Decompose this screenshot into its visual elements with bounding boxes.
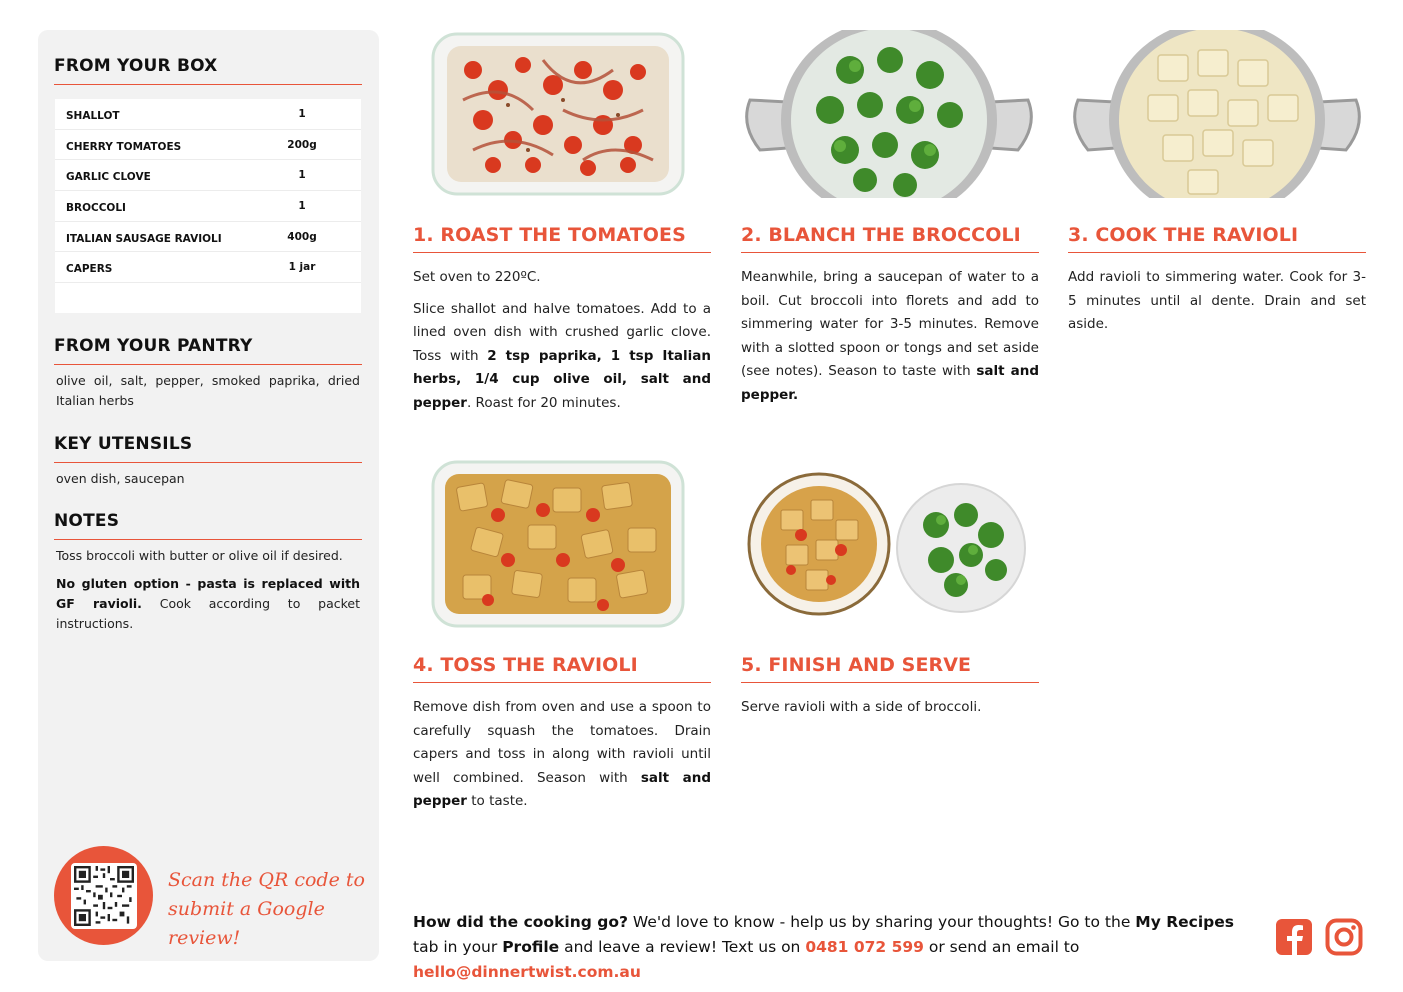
from-your-box-heading: FROM YOUR BOX [54,56,362,85]
step-2-text: Meanwhile, bring a saucepan of water to a boil. Cut broccoli into florets and add to simmering water for 3-5 minutes. Remove with a slotted spoon or tongs and set aside (see notes). Season to taste with [741,269,1039,379]
notes-line: Toss broccoli with butter or olive oil if desired. [56,548,343,563]
step-3-body [1068,266,1366,345]
ingredient-name: BROCCOLI [66,201,126,214]
ingredient-qty: 1 [298,199,306,212]
table-row [55,130,361,161]
facebook-icon[interactable] [1275,918,1313,956]
table-row [55,191,361,222]
toss-ravioli-photo [413,460,711,628]
table-row [55,160,361,191]
utensils-text: oven dish, saucepan [56,471,185,486]
table-row [55,222,361,253]
ingredient-name: SHALLOT [66,109,120,122]
notes-rest: Cook according to packet instructions. [56,596,361,631]
feedback-text: and leave a review! Text us on [559,938,806,956]
ingredient-name: GARLIC CLOVE [66,171,151,184]
step-1-text: Slice shallot and halve tomatoes. Add to a lined oven dish with crushed garlic clove. Toss with [413,300,711,364]
step-2-body [741,266,1039,415]
qr-caption-line2: submit a Google review! [168,898,325,949]
key-utensils-heading: KEY UTENSILS [54,434,362,463]
feedback-text: or send an email to [923,938,1080,956]
instagram-icon[interactable] [1325,918,1363,956]
notes-bold: No gluten option - pasta is replaced with GF ravioli. [56,576,360,611]
feedback-message [413,910,1263,985]
step-1-body [413,266,711,423]
table-row [55,99,361,130]
profile-label: Profile [502,938,560,956]
step-1-bold: 2 tsp paprika, 1 tsp Italian herbs, 1/4 cup olive oil, salt and pepper [413,347,711,411]
step-1-instructions [413,298,711,416]
ingredients-table [55,99,361,313]
finish-serve-photo [741,460,1039,628]
notes-heading: NOTES [54,511,362,540]
my-recipes-label: My Recipes [1135,913,1234,931]
step-1-text-end: . Roast for 20 minutes. [466,394,621,411]
ingredient-qty: 1 [298,107,306,120]
ingredient-qty: 1 jar [288,261,316,274]
email-link[interactable]: hello@dinnertwist.com.au [413,963,641,981]
step-5-instructions: Serve ravioli with a side of broccoli. [741,699,982,715]
step-4-text-end: to taste. [466,793,528,809]
ingredient-qty: 1 [298,169,306,182]
step-1-title: 1. ROAST THE TOMATOES [413,224,711,253]
step-2-title: 2. BLANCH THE BROCCOLI [741,224,1039,253]
step-3-instructions: Add ravioli to simmering water. Cook for 3-5 minutes until al dente. Drain and set aside. [1068,269,1366,332]
step-2-bold: salt and pepper. [741,363,1039,403]
step-4-title: 4. TOSS THE RAVIOLI [413,654,711,683]
step-3-title: 3. COOK THE RAVIOLI [1068,224,1366,253]
step-5-title: 5. FINISH AND SERVE [741,654,1039,683]
ingredient-name: CAPERS [66,263,113,276]
qr-caption [168,866,368,953]
step-1-line: Set oven to 220ºC. [413,269,541,285]
blanch-broccoli-photo [740,30,1038,198]
cook-ravioli-photo [1068,30,1366,198]
phone-link[interactable]: 0481 072 599 [805,938,924,956]
feedback-question: How did the cooking go? [413,913,628,931]
step-4-bold: salt and pepper [413,769,712,809]
ingredient-name: CHERRY TOMATOES [66,140,182,153]
ingredient-name: ITALIAN SAUSAGE RAVIOLI [66,232,222,245]
notes-gluten [56,574,360,634]
roast-tomatoes-photo [413,30,711,198]
ingredient-qty: 400g [287,230,317,243]
qr-badge [54,846,153,945]
pantry-text: olive oil, salt, pepper, smoked paprika, dried Italian herbs [56,373,360,408]
step-2-instructions [741,266,1039,407]
table-row [55,252,361,283]
step-4-body [413,696,711,822]
feedback-text: tab in your [413,938,503,956]
step-4-text: Remove dish from oven and use a spoon to carefully squash the tomatoes. Drain capers and toss in along with ravioli until well combined. Season with [413,699,711,786]
feedback-text: We'd love to know - help us by sharing your thoughts! Go to the [627,913,1136,931]
from-your-pantry-heading: FROM YOUR PANTRY [54,336,362,365]
qr-code-icon[interactable] [71,863,137,929]
qr-caption-line1: Scan the QR code to [168,869,365,891]
ingredient-qty: 200g [287,138,317,151]
step-4-instructions [413,696,711,814]
sidebar [38,30,379,961]
step-5-body [741,696,1039,728]
